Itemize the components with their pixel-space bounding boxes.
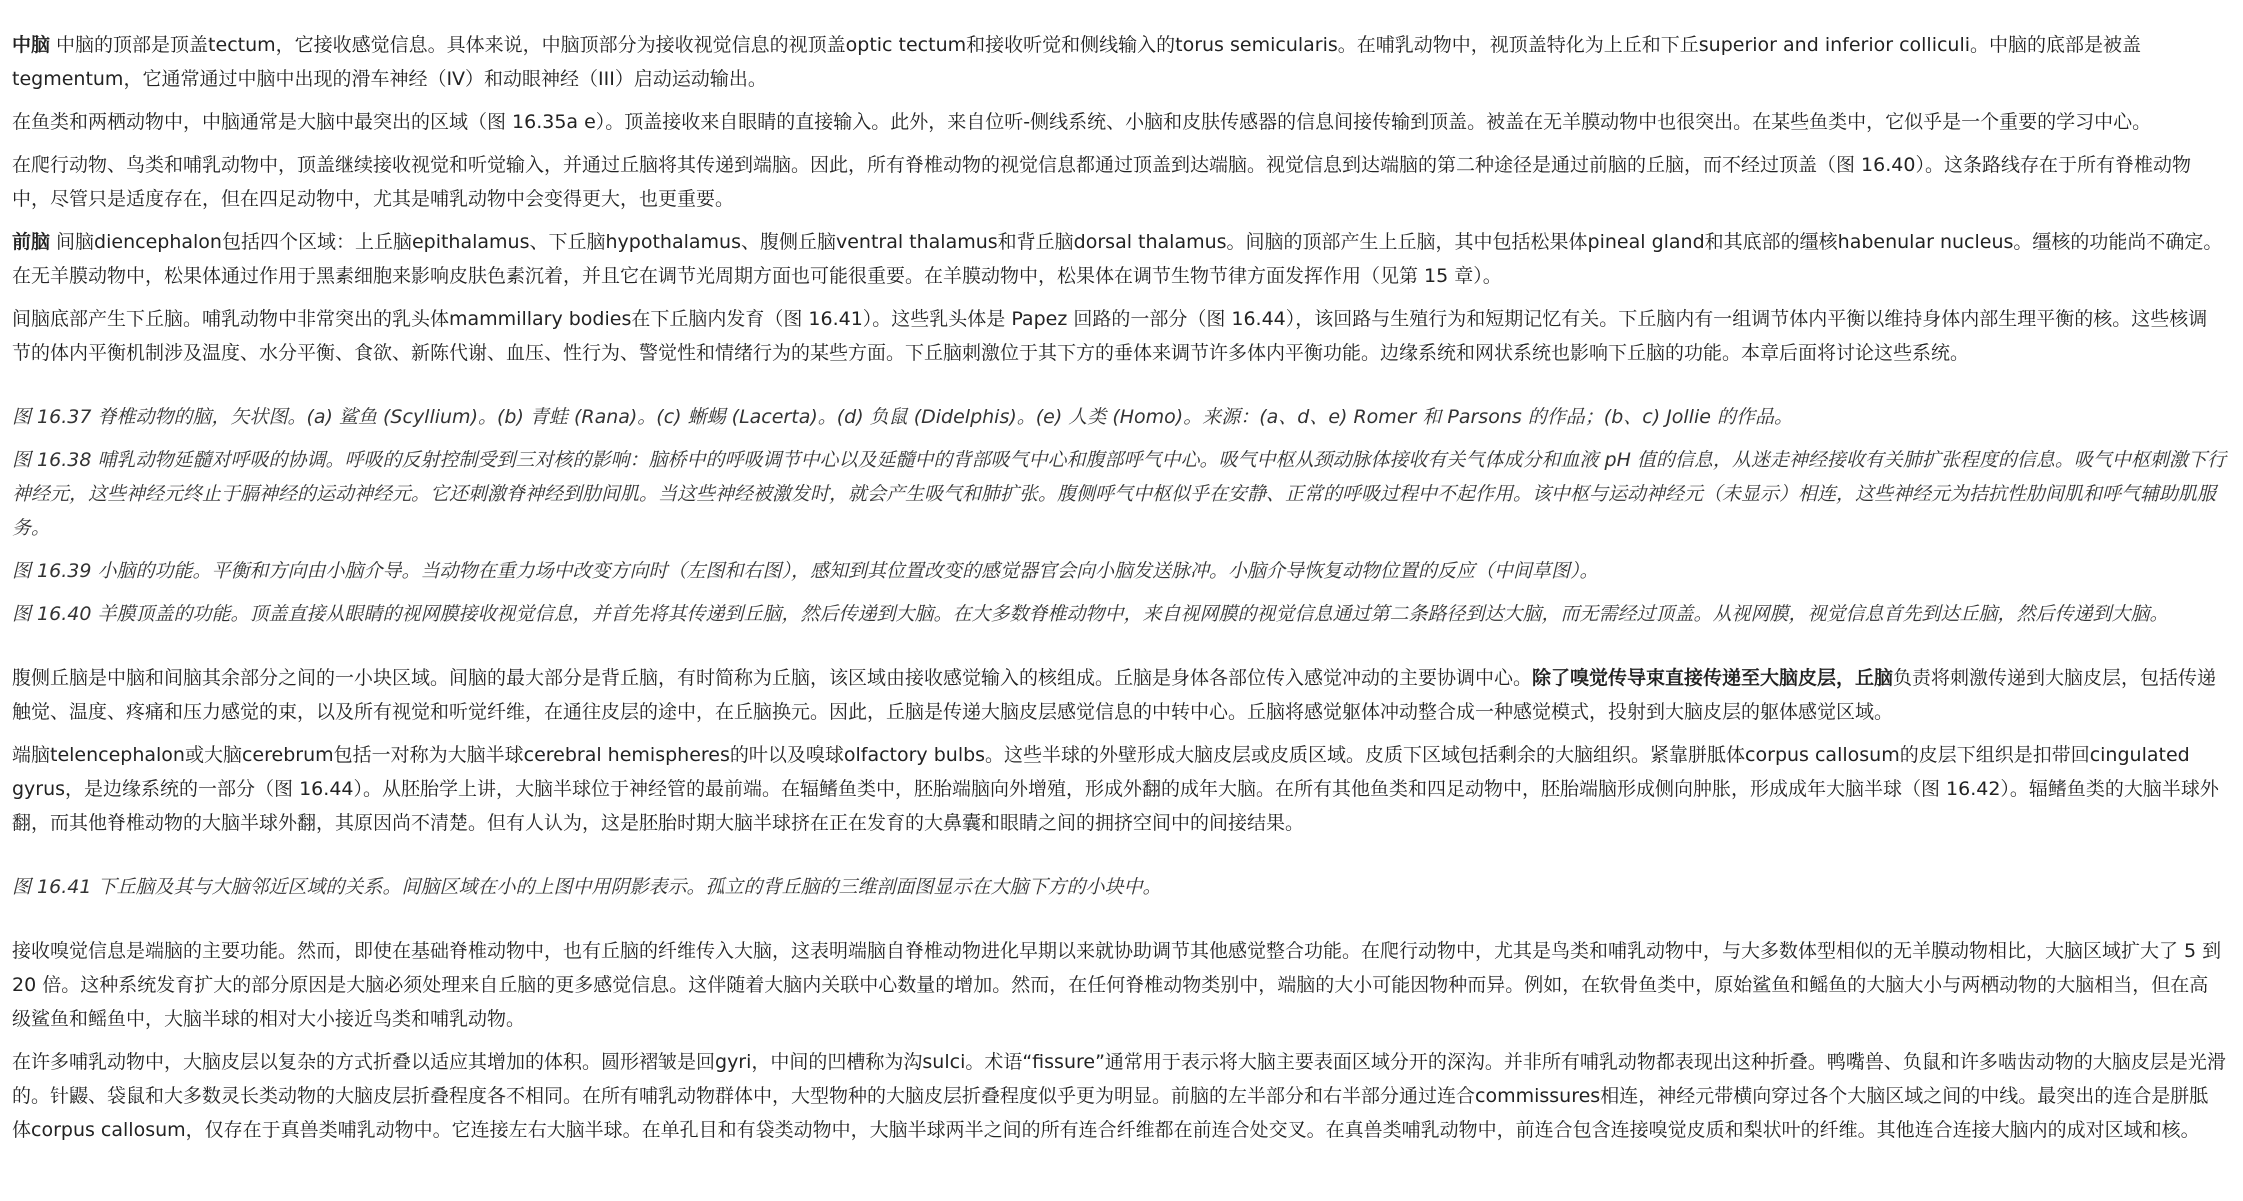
heading-forebrain: 前脑 [12, 231, 51, 253]
caption-figure-16-37: 图 16.37 脊椎动物的脑，矢状图。(a) 鲨鱼 (Scyllium)。(b) 青蛙 (Rana)。(c) 蜥蜴 (Lacerta)。(d) 负鼠 (Didelphis)。(e) 人类 (Homo)。来源：(a、d、e) Romer 和 Parsons 的作品；(b、c) Jollie 的作品。 [12, 406, 1793, 428]
paragraph-telencephalon: 端脑telencephalon或大脑cerebrum包括一对称为大脑半球cerebral hemispheres的叶以及嗅球olfactory bulbs。这些半球的外壁形成大脑皮层或皮质区域。皮质下区域包括剩余的大脑组织。紧靠胼胝体corpus callosum的皮层下组织是扣带回cingulated gyrus，是边缘系统的一部分（图 16.44）。从胚胎学上讲，大脑半球位于神经管的最前端。在辐鳍鱼类中，胚胎端脑向外增殖，形成外翻的成年大脑。在所有其他鱼类和四足动物中，胚胎端脑形成侧向肿胀，形成成年大脑半球（图 16.42）。辐鳍鱼类的大脑半球外翻，而其他脊椎动物的大脑半球外翻，其原因尚不清楚。但有人认为，这是胚胎时期大脑半球挤在正在发育的大鼻囊和眼睛之间的拥挤空间中的间接结果。 [12, 744, 2219, 834]
paragraph-olfactory-function: 接收嗅觉信息是端脑的主要功能。然而，即使在基础脊椎动物中，也有丘脑的纤维传入大脑，这表明端脑自脊椎动物进化早期以来就协助调节其他感觉整合功能。在爬行动物中，尤其是鸟类和哺乳动物中，与大多数体型相似的无羊膜动物相比，大脑区域扩大了 5 到 20 倍。这种系统发育扩大的部分原因是大脑必须处理来自丘脑的更多感觉信息。这伴随着大脑内关联中心数量的增加。然而，在任何脊椎动物类别中，端脑的大小可能因物种而异。例如，在软骨鱼类中，原始鲨鱼和鳐鱼的大脑大小与两栖动物的大脑相当，但在高级鲨鱼和鳐鱼中，大脑半球的相对大小接近鸟类和哺乳动物。 [12, 940, 2222, 1030]
paragraph-text: 中脑的顶部是顶盖tectum，它接收感觉信息。具体来说，中脑顶部分为接收视觉信息的视顶盖optic tectum和接收听觉和侧线输入的torus semicularis。在哺乳动物中，视顶盖特化为上丘和下丘superior and inferior colliculi。中脑的底部是被盖tegmentum，它通常通过中脑中出现的滑车神经（IV）和动眼神经（III）启动运动输出。 [12, 34, 2142, 90]
bold-text: 除了嗅觉传导束直接传递至大脑皮层，丘脑 [1532, 667, 1894, 689]
paragraph-fish-amphibians: 在鱼类和两栖动物中，中脑通常是大脑中最突出的区域（图 16.35a e）。顶盖接收来自眼睛的直接输入。此外，来自位听-侧线系统、小脑和皮肤传感器的信息间接传输到顶盖。被盖在无羊膜动物中也很突出。在某些鱼类中，它似乎是一个重要的学习中心。 [12, 111, 2152, 133]
paragraph-midbrain [12, 28, 2226, 96]
paragraph-hypothalamus: 间脑底部产生下丘脑。哺乳动物中非常突出的乳头体mammillary bodies在下丘脑内发育（图 16.41）。这些乳头体是 Papez 回路的一部分（图 16.44），该回路与生殖行为和短期记忆有关。下丘脑内有一组调节体内平衡以维持身体内部生理平衡的核。这些核调节的体内平衡机制涉及温度、水分平衡、食欲、新陈代谢、血压、性行为、警觉性和情绪行为的某些方面。下丘脑刺激位于其下方的垂体来调节许多体内平衡功能。边缘系统和网状系统也影响下丘脑的功能。本章后面将讨论这些系统。 [12, 308, 2208, 364]
paragraph-forebrain [12, 225, 2226, 293]
paragraph-cortex-folding: 在许多哺乳动物中，大脑皮层以复杂的方式折叠以适应其增加的体积。圆形褶皱是回gyri，中间的凹槽称为沟sulci。术语“fissure”通常用于表示将大脑主要表面区域分开的深沟。并非所有哺乳动物都表现出这种折叠。鸭嘴兽、负鼠和许多啮齿动物的大脑皮层是光滑的。针鼹、袋鼠和大多数灵长类动物的大脑皮层折叠程度各不相同。在所有哺乳动物群体中，大型物种的大脑皮层折叠程度似乎更为明显。前脑的左半部分和右半部分通过连合commissures相连，神经元带横向穿过各个大脑区域之间的中线。最突出的连合是胼胝体corpus callosum，仅存在于真兽类哺乳动物中。它连接左右大脑半球。在单孔目和有袋类动物中，大脑半球两半之间的所有连合纤维都在前连合处交叉。在真兽类哺乳动物中，前连合包含连接嗅觉皮质和梨状叶的纤维。其他连合连接大脑内的成对区域和核。 [12, 1051, 2226, 1141]
caption-figure-16-38: 图 16.38 哺乳动物延髓对呼吸的协调。呼吸的反射控制受到三对核的影响：脑桥中的呼吸调节中心以及延髓中的背部吸气中心和腹部呼气中心。吸气中枢从颈动脉体接收有关气体成分和血液 pH 值的信息，从迷走神经接收有关肺扩张程度的信息。吸气中枢刺激下行神经元，这些神经元终止于膈神经的运动神经元。它还刺激脊神经到肋间肌。当这些神经被激发时，就会产生吸气和肺扩张。腹侧呼气中枢似乎在安静、正常的呼吸过程中不起作用。该中枢与运动神经元（未显示）相连，这些神经元为拮抗性肋间肌和呼气辅助肌服务。 [12, 449, 2226, 539]
paragraph-thalamus [12, 661, 2226, 729]
caption-figure-16-40: 图 16.40 羊膜顶盖的功能。顶盖直接从眼睛的视网膜接收视觉信息，并首先将其传递到丘脑，然后传递到大脑。在大多数脊椎动物中，来自视网膜的视觉信息通过第二条路径到达大脑，而无需经过顶盖。从视网膜，视觉信息首先到达丘脑，然后传递到大脑。 [12, 603, 2169, 625]
paragraph-text: 间脑diencephalon包括四个区域：上丘脑epithalamus、下丘脑hypothalamus、腹侧丘脑ventral thalamus和背丘脑dorsal thalamus。间脑的顶部产生上丘脑，其中包括松果体pineal gland和其底部的缰核habenular nucleus。缰核的功能尚不确定。在无羊膜动物中，松果体通过作用于黑素细胞来影响皮肤色素沉着，并且它在调节光周期方面也可能很重要。在羊膜动物中，松果体在调节生物节律方面发挥作用（见第 15 章）。 [12, 231, 2223, 287]
caption-figure-16-41: 图 16.41 下丘脑及其与大脑邻近区域的关系。间脑区域在小的上图中用阴影表示。孤立的背丘脑的三维剖面图显示在大脑下方的小块中。 [12, 876, 1162, 898]
paragraph-text: 负责将刺激传递到大脑皮层，包括传递触觉、温度、疼痛和压力感觉的束，以及所有视觉和听觉纤维，在通往皮层的途中，在丘脑换元。因此，丘脑是传递大脑皮层感觉信息的中转中心。丘脑将感觉躯体冲动整合成一种感觉模式，投射到大脑皮层的躯体感觉区域。 [12, 667, 2217, 723]
paragraph-reptiles-birds-mammals: 在爬行动物、鸟类和哺乳动物中，顶盖继续接收视觉和听觉输入，并通过丘脑将其传递到端脑。因此，所有脊椎动物的视觉信息都通过顶盖到达端脑。视觉信息到达端脑的第二种途径是通过前脑的丘脑，而不经过顶盖（图 16.40）。这条路线存在于所有脊椎动物中，尽管只是适度存在，但在四足动物中，尤其是哺乳动物中会变得更大，也更重要。 [12, 154, 2191, 210]
caption-figure-16-39: 图 16.39 小脑的功能。平衡和方向由小脑介导。当动物在重力场中改变方向时（左图和右图），感知到其位置改变的感觉器官会向小脑发送脉冲。小脑介导恢复动物位置的反应（中间草图）。 [12, 560, 1599, 582]
paragraph-text: 腹侧丘脑是中脑和间脑其余部分之间的一小块区域。间脑的最大部分是背丘脑，有时简称为丘脑，该区域由接收感觉输入的核组成。丘脑是身体各部位传入感觉冲动的主要协调中心。 [12, 667, 1533, 689]
heading-midbrain: 中脑 [12, 34, 51, 56]
